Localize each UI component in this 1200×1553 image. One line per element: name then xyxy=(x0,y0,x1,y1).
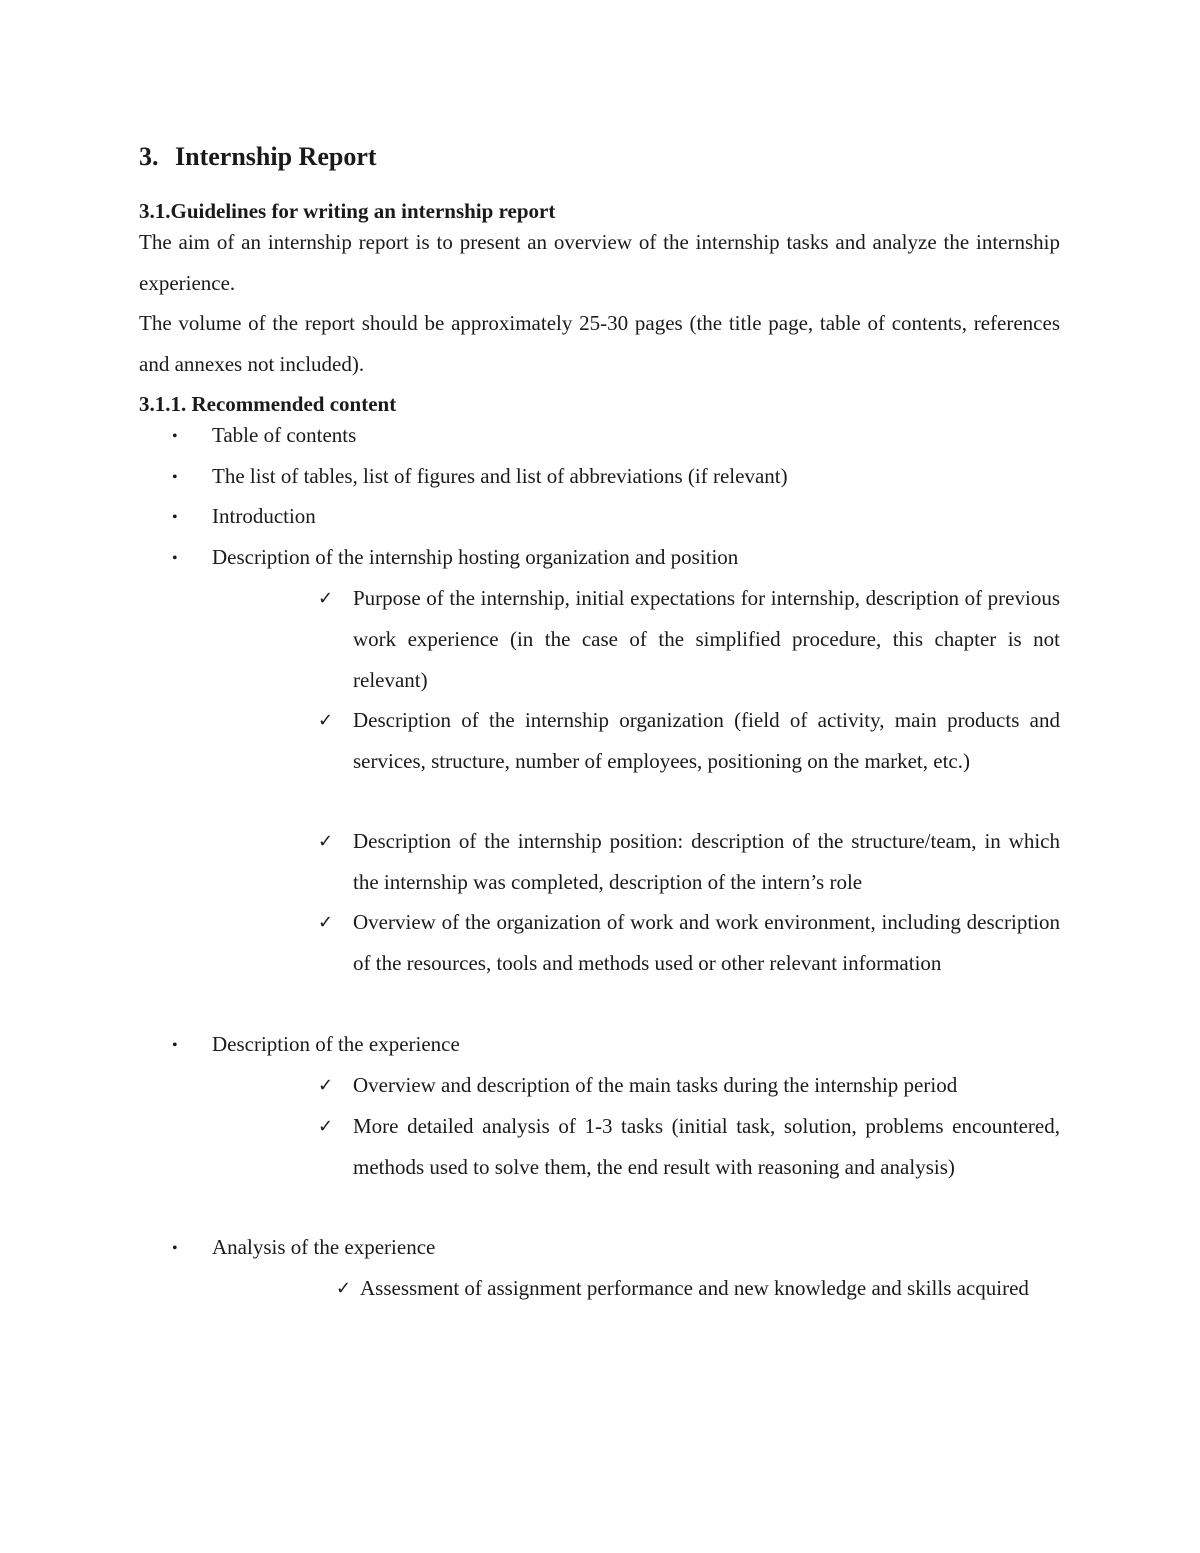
bullet-icon: • xyxy=(172,1037,178,1054)
subsubsection-heading xyxy=(139,392,396,417)
bullet-icon: • xyxy=(172,1240,178,1257)
list-item-text: Table of contents xyxy=(212,423,357,447)
section-heading xyxy=(139,142,377,172)
check-icon: ✓ xyxy=(318,912,334,933)
subsection-heading: 3.1.Guidelines for writing an internship report xyxy=(139,199,556,223)
list-item-text: Analysis of the experience xyxy=(212,1235,436,1259)
bullet-icon: • xyxy=(172,469,178,486)
sub-list-item-text: More detailed analysis of 1-3 tasks (initial task, solution, problems encountered, methods used to solve them, the end result with reasoning and analysis) xyxy=(353,1114,1060,1179)
bullet-icon: • xyxy=(172,509,178,526)
sub-list-item-text: Overview of the organization of work and work environment, including description of the resources, tools and methods used or other relevant information xyxy=(353,910,1060,975)
paragraph-aim: The aim of an internship report is to present an overview of the internship tasks and analyze the internship experience. xyxy=(139,230,1060,295)
list-item-text: Description of the internship hosting organization and position xyxy=(212,545,739,569)
subsubsection-number: 3.1.1. xyxy=(139,392,187,416)
bullet-icon: • xyxy=(172,550,178,567)
check-icon: ✓ xyxy=(318,831,334,852)
sub-list-item-text: Description of the internship position: description of the structure/team, in which the internship was completed, description of the intern’s role xyxy=(353,829,1060,894)
list-item xyxy=(172,1024,460,1066)
check-icon: ✓ xyxy=(318,710,334,731)
list-item-text: Description of the experience xyxy=(212,1032,460,1056)
list-item xyxy=(172,415,356,457)
sub-list-item-text: Overview and description of the main tasks during the internship period xyxy=(353,1073,958,1097)
bullet-icon: • xyxy=(172,428,178,445)
list-item-text: Introduction xyxy=(212,504,316,528)
check-icon: ✓ xyxy=(336,1278,352,1299)
sub-list-item-text: Purpose of the internship, initial expectations for internship, description of previous work experience (in the case of the simplified procedure, this chapter is not relevant) xyxy=(353,586,1060,692)
sub-list-item-text: Description of the internship organization (field of activity, main products and services, structure, number of employees, positioning on the market, etc.) xyxy=(353,708,1060,773)
check-icon: ✓ xyxy=(318,1075,334,1096)
list-item-text: The list of tables, list of figures and list of abbreviations (if relevant) xyxy=(212,464,788,488)
list-item xyxy=(172,496,316,538)
paragraph-volume: The volume of the report should be approximately 25-30 pages (the title page, table of contents, references and annexes not included). xyxy=(139,311,1060,376)
subsubsection-title: Recommended content xyxy=(191,392,397,416)
list-item xyxy=(172,537,738,579)
check-icon: ✓ xyxy=(318,1116,334,1137)
list-item xyxy=(172,456,788,498)
list-item xyxy=(172,1227,435,1269)
section-number: 3. xyxy=(139,142,159,171)
section-title: Internship Report xyxy=(175,142,377,171)
sub-list-item-text: Assessment of assignment performance and new knowledge and skills acquired xyxy=(360,1276,1029,1300)
check-icon: ✓ xyxy=(318,588,334,609)
